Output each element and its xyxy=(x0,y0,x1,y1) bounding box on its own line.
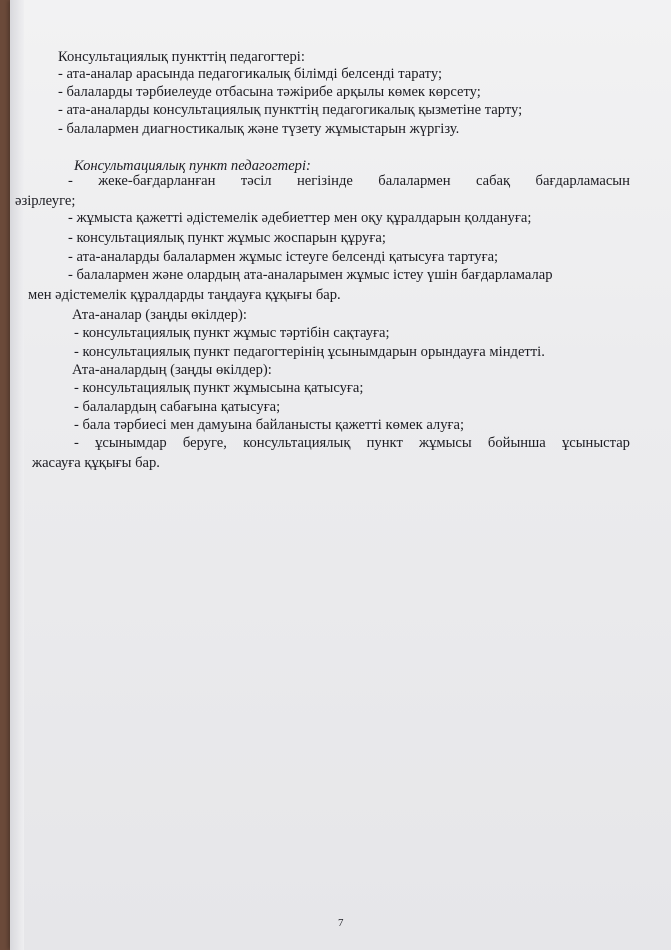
section2-item-2: - жұмыста қажетті әдістемелік әдебиеттер мен оқу құралдарын қолдануға; xyxy=(68,210,532,226)
word: ұсынымдар xyxy=(95,435,167,451)
word: жұмысы xyxy=(419,435,472,451)
word: бойынша xyxy=(487,435,546,451)
word: тәсіл xyxy=(240,173,272,189)
section2-item-1 xyxy=(68,170,630,192)
section4-item-3: - бала тәрбиесі мен дамуына байланысты қажетті көмек алуға; xyxy=(74,417,465,433)
section1-heading: Консультациялық пункттің педагогтері: xyxy=(58,49,305,65)
section3-heading: Ата-аналар (заңды өкілдер): xyxy=(72,307,247,323)
section2-item-5-cont: мен әдістемелік құралдарды таңдауға құқығы бар. xyxy=(28,287,341,303)
section2-item-1-cont: әзірлеуге; xyxy=(15,193,76,209)
page-number: 7 xyxy=(338,917,344,929)
word: жеке-бағдарланған xyxy=(98,173,216,189)
section1-item-2: - балаларды тәрбиелеуде отбасына тәжірибе арқылы көмек көрсету; xyxy=(58,84,481,100)
section2-item-5: - балалармен және олардың ата-аналарымен жұмыс істеу үшін бағдарламалар xyxy=(68,267,553,283)
section3-item-2: - консультациялық пункт педагогтерінің ұсынымдарын орындауға міндетті. xyxy=(74,344,545,360)
section4-heading: Ата-аналардың (заңды өкілдер): xyxy=(72,362,272,378)
word: негізінде xyxy=(296,173,353,189)
word: беруге, xyxy=(182,435,227,451)
section2-heading: Консультациялық пункт педагогтері: xyxy=(74,158,311,174)
section4-item-1: - консультациялық пункт жұмысына қатысуға; xyxy=(74,380,364,396)
section3-item-1: - консультациялық пункт жұмыс тәртібін сақтауға; xyxy=(74,325,390,341)
page-edge xyxy=(10,0,24,950)
word: бағдарламасын xyxy=(535,173,630,189)
word: сабақ xyxy=(475,173,511,189)
word: - xyxy=(74,435,79,451)
section1-item-1: - ата-аналар арасында педагогикалық білімді белсенді тарату; xyxy=(58,66,443,82)
word: консультациялық xyxy=(243,435,351,451)
section1-item-4: - балалармен диагностикалық және түзету жұмыстарын жүргізу. xyxy=(58,121,460,137)
word: пункт xyxy=(366,435,403,451)
section2-item-4: - ата-аналарды балалармен жұмыс істеуге белсенді қатысуға тартуға; xyxy=(68,249,499,265)
section1-item-3: - ата-аналарды консультациялық пункттің педагогикалық қызметіне тарту; xyxy=(58,102,523,118)
section4-item-4-cont: жасауға құқығы бар. xyxy=(32,455,160,471)
word: балалармен xyxy=(378,173,451,189)
section4-item-2: - балалардың сабағына қатысуға; xyxy=(74,399,281,415)
document-page xyxy=(10,0,671,950)
word: ұсыныстар xyxy=(561,435,630,451)
section2-item-3: - консультациялық пункт жұмыс жоспарын құруға; xyxy=(68,230,386,246)
word: - xyxy=(68,173,73,189)
section4-item-4 xyxy=(74,432,630,454)
